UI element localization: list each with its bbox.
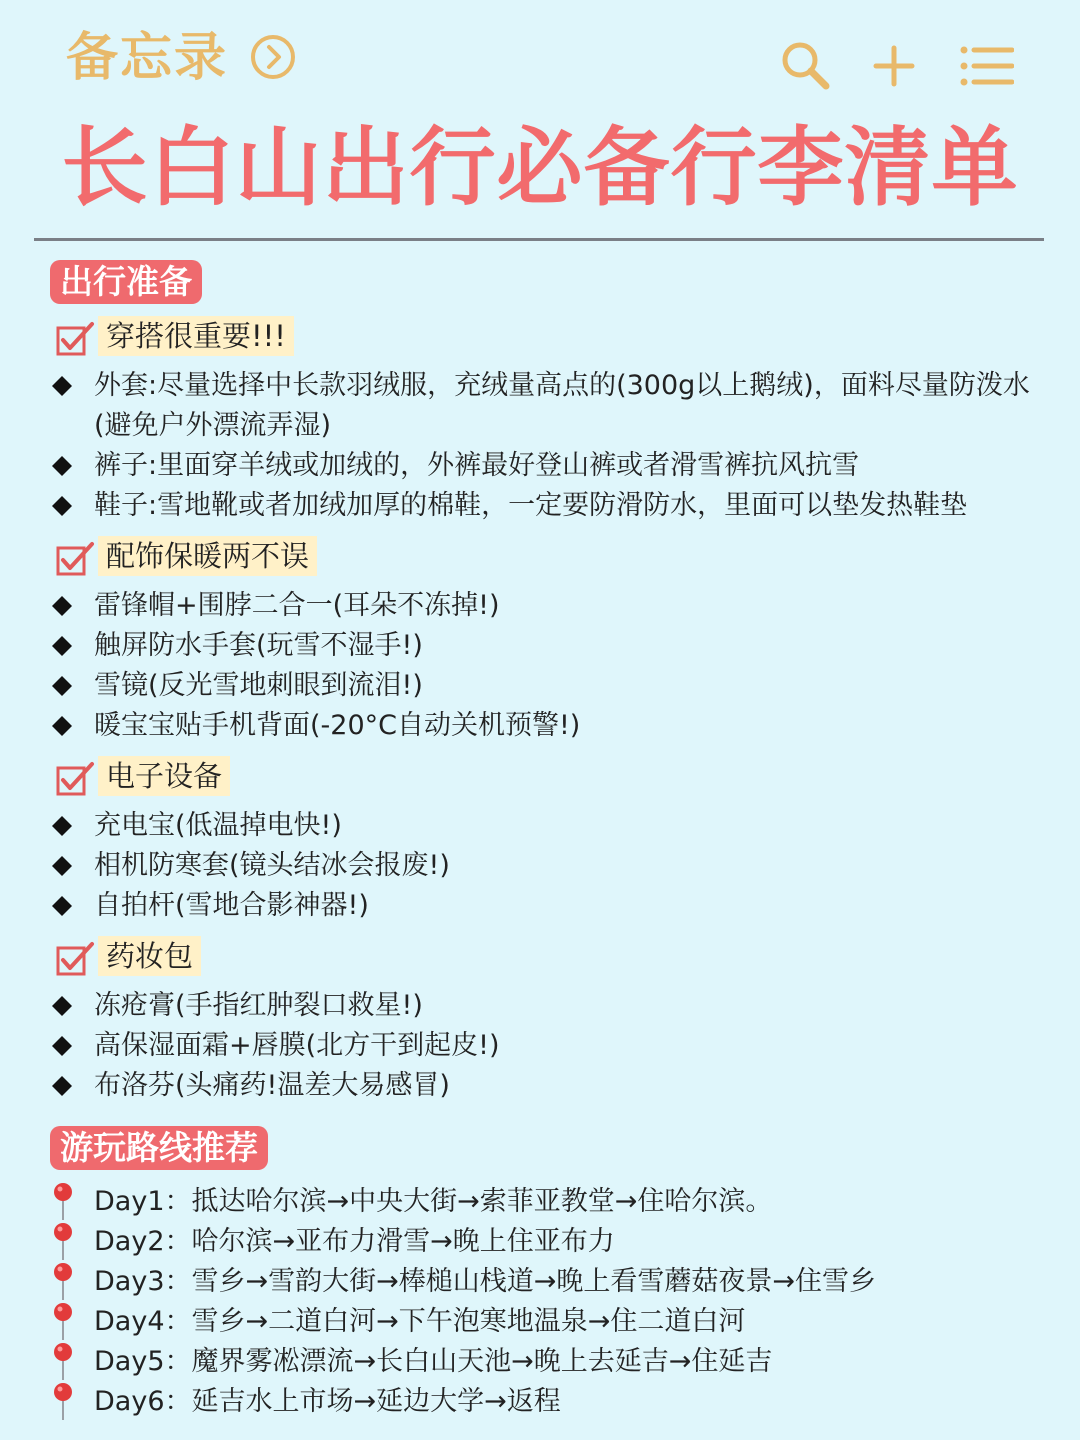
list-item <box>52 886 1040 926</box>
pushpin-icon <box>50 1182 76 1222</box>
list-item-text: 触屏防水手套(玩雪不湿手!) <box>94 630 423 661</box>
list-item <box>52 366 1040 446</box>
diamond-bullet-icon <box>52 816 72 836</box>
search-icon[interactable] <box>778 38 834 94</box>
route-day-text: Day4：雪乡→二道白河→下午泡寒地温泉→住二道白河 <box>94 1306 746 1337</box>
section-heading-prep: 出行准备 <box>50 260 202 304</box>
list-item <box>52 806 1040 846</box>
route-day <box>50 1222 1040 1262</box>
diamond-bullet-icon <box>52 496 72 516</box>
list-item <box>52 706 1040 746</box>
top-bar <box>66 26 1014 96</box>
route-day-text: Day1：抵达哈尔滨→中央大街→索菲亚教堂→住哈尔滨。 <box>94 1186 773 1217</box>
list-menu-icon[interactable] <box>958 38 1014 94</box>
diamond-bullet-icon <box>52 456 72 476</box>
list-item-text: 高保湿面霜+唇膜(北方干到起皮!) <box>94 1030 500 1061</box>
list-item <box>52 486 1040 526</box>
diamond-bullet-icon <box>52 996 72 1016</box>
list-item-text: 暖宝宝贴手机背面(-20°C自动关机预警!) <box>94 710 581 741</box>
route-day-text: Day3：雪乡→雪韵大街→棒槌山栈道→晚上看雪蘑菇夜景→住雪乡 <box>94 1266 876 1297</box>
divider <box>34 238 1044 241</box>
list-item-text: 外套:尽量选择中长款羽绒服，充绒量高点的(300g以上鹅绒)，面料尽量防泼水(避免户外漂流弄湿) <box>94 370 1030 441</box>
route-day <box>50 1182 1040 1222</box>
diamond-bullet-icon <box>52 676 72 696</box>
chevron-right-circle-icon[interactable] <box>250 34 296 80</box>
list-item-text: 裤子:里面穿羊绒或加绒的，外裤最好登山裤或者滑雪裤抗风抗雪 <box>94 450 860 481</box>
checkbox-checked-icon <box>56 940 96 976</box>
list-item-text: 相机防寒套(镜头结冰会报废!) <box>94 850 450 881</box>
list-item <box>52 446 1040 486</box>
list-item <box>52 1066 1040 1106</box>
diamond-bullet-icon <box>52 856 72 876</box>
diamond-bullet-icon <box>52 716 72 736</box>
list-item-text: 鞋子:雪地靴或者加绒加厚的棉鞋，一定要防滑防水，里面可以垫发热鞋垫 <box>94 490 968 521</box>
app-title: 备忘录 <box>66 28 229 88</box>
list-item-text: 冻疮膏(手指红肿裂口救星!) <box>94 990 423 1021</box>
pushpin-icon <box>50 1342 76 1382</box>
category-label: 穿搭很重要!!! <box>98 316 294 356</box>
route-day <box>50 1302 1040 1342</box>
category-label: 电子设备 <box>98 756 230 796</box>
list-item <box>52 586 1040 626</box>
route-day-text: Day6：延吉水上市场→延边大学→返程 <box>94 1386 561 1417</box>
checkbox-checked-icon <box>56 540 96 576</box>
diamond-bullet-icon <box>52 596 72 616</box>
checkbox-checked-icon <box>56 760 96 796</box>
list-item-text: 充电宝(低温掉电快!) <box>94 810 342 841</box>
route-day <box>50 1342 1040 1382</box>
route-day-text: Day5：魔界雾凇漂流→长白山天池→晚上去延吉→住延吉 <box>94 1346 773 1377</box>
pushpin-icon <box>50 1382 76 1422</box>
category-label: 药妆包 <box>98 936 201 976</box>
diamond-bullet-icon <box>52 1076 72 1096</box>
diamond-bullet-icon <box>52 896 72 916</box>
route-day-text: Day2：哈尔滨→亚布力滑雪→晚上住亚布力 <box>94 1226 615 1257</box>
pushpin-icon <box>50 1302 76 1342</box>
list-item-text: 自拍杆(雪地合影神器!) <box>94 890 369 921</box>
diamond-bullet-icon <box>52 376 72 396</box>
page-title: 长白山出行必备行李清单 <box>61 117 1019 218</box>
list-item-text: 雷锋帽+围脖二合一(耳朵不冻掉!) <box>94 590 500 621</box>
route-day <box>50 1262 1040 1302</box>
checkbox-checked-icon <box>56 320 96 356</box>
list-item <box>52 1026 1040 1066</box>
section-heading-routes: 游玩路线推荐 <box>50 1126 268 1170</box>
diamond-bullet-icon <box>52 636 72 656</box>
diamond-bullet-icon <box>52 1036 72 1056</box>
list-item-text: 布洛芬(头痛药!温差大易感冒) <box>94 1070 450 1101</box>
list-item <box>52 986 1040 1026</box>
list-item <box>52 626 1040 666</box>
plus-icon[interactable] <box>866 38 922 94</box>
route-day <box>50 1382 1040 1422</box>
list-item <box>52 666 1040 706</box>
pushpin-icon <box>50 1222 76 1262</box>
pushpin-icon <box>50 1262 76 1302</box>
list-item <box>52 846 1040 886</box>
list-item-text: 雪镜(反光雪地刺眼到流泪!) <box>94 670 423 701</box>
category-label: 配饰保暖两不误 <box>98 536 317 576</box>
